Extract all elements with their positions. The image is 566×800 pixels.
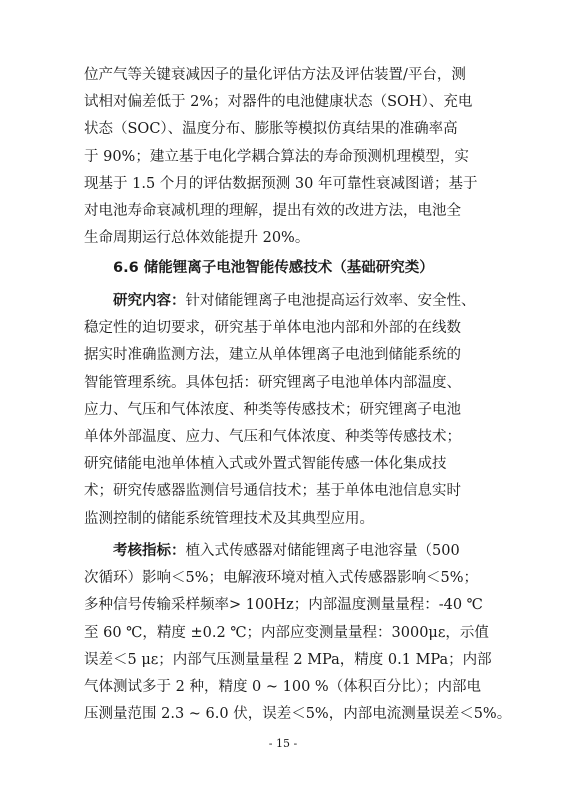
text-line: 据实时准确监测方法，建立从单体锂离子电池到储能系统的 [84,347,461,364]
text-line: 状态（SOC）、温度分布、膨胀等模拟仿真结果的准确率高 [84,121,458,138]
text-line: 稳定性的迫切要求，研究基于单体电池内部和外部的在线数 [84,320,461,337]
text-line: 单体外部温度、应力、气压和气体浓度、种类等传感技术； [84,429,461,446]
page-number: - 15 - [268,737,298,750]
text-line: 气体测试多于 2 种，精度 0 ~ 100 %（体积百分比）；内部电 [84,679,481,696]
text-line: 监测控制的储能系统管理技术及其典型应用。 [84,510,374,527]
text-line: 压测量范围 2.3 ~ 6.0 伏，误差＜5%，内部电流测量误差＜5%。 [84,706,512,723]
text-line: 位产气等关键衰减因子的量化评估方法及评估装置/平台，测 [84,67,466,83]
indicators-text: 植入式传感器对储能锂离子电池容量（500 [185,543,460,559]
text-line: 试相对偏差低于 2%；对器件的电池健康状态（SOH）、充电 [84,94,473,111]
indicators-label: 考核指标： [113,543,186,559]
text-line [84,288,488,315]
text-line: 智能管理系统。具体包括：研究锂离子电池单体内部温度、 [84,374,461,391]
paragraph-evaluation-targets [84,62,488,252]
text-line: 多种信号传输采样频率> 100Hz；内部温度测量量程：-40 ℃ [84,597,483,614]
research-content-text: 针对储能锂离子电池提高运行效率、安全性、 [185,293,476,309]
text-line: 术；研究传感器监测信号通信技术；基于单体电池信息实时 [84,483,461,500]
text-line: 至 60 ℃，精度 ±0.2 ℃；内部应变测量量程：3000με，示值 [84,624,489,641]
text-line: 应力、气压和气体浓度、种类等传感技术；研究锂离子电池 [84,401,461,418]
text-line: 生命周期运行总体效能提升 20%。 [84,230,310,247]
text-line: 研究储能电池单体植入式或外置式智能传感一体化集成技 [84,456,447,473]
text-line: 对电池寿命衰减机理的理解，提出有效的改进方法，电池全 [84,203,461,220]
text-line: 次循环）影响＜5%；电解液环境对植入式传感器影响＜5%； [84,570,479,587]
text-line [84,538,488,565]
text-line: 于 90%；建立基于电化学耦合算法的寿命预测机理模型，实 [84,148,469,165]
paragraph-research-content [84,288,488,533]
text-line: 误差＜5 με；内部气压测量量程 2 MPa，精度 0.1 MPa；内部 [84,651,492,668]
paragraph-assessment-indicators [84,538,512,728]
research-content-label: 研究内容： [113,293,186,309]
section-heading: 6.6 储能锂离子电池智能传感技术（基础研究类） [113,260,434,276]
text-line: 现基于 1.5 个月的评估数据预测 30 年可靠性衰减图谱；基于 [84,175,478,192]
